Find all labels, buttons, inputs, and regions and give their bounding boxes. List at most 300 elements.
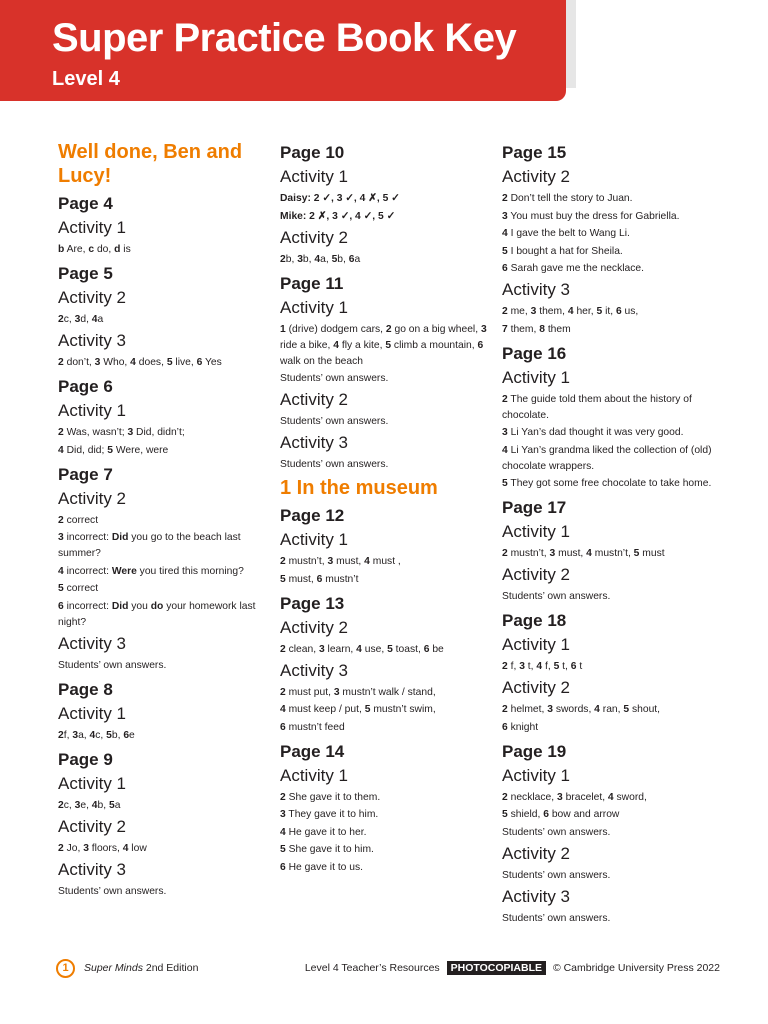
activity-heading: Activity 3 bbox=[58, 633, 127, 653]
answer-text: b, bbox=[302, 253, 315, 265]
answer-key-number: 5 bbox=[633, 548, 640, 559]
answer-key-number: 5 bbox=[502, 245, 508, 257]
answer-line bbox=[280, 642, 492, 658]
answer-key-number: 5 bbox=[280, 844, 286, 855]
answer-key-number: 2 bbox=[280, 791, 286, 803]
page-heading: Page 12 bbox=[280, 506, 345, 525]
answer-text: c, bbox=[95, 729, 107, 741]
answer-text: Sarah gave me the necklace. bbox=[507, 263, 644, 274]
answer-key-number: 3 bbox=[549, 548, 556, 559]
answer-key-number: 6 bbox=[477, 339, 484, 351]
answer-text: don’t, bbox=[63, 357, 95, 368]
answer-key-number: 3 bbox=[519, 661, 525, 672]
answer-key-number: 2 bbox=[58, 357, 64, 368]
answer-line bbox=[502, 911, 716, 927]
answer-line bbox=[58, 798, 274, 814]
activity-heading: Activity 1 bbox=[58, 773, 127, 793]
answer-key-number: 2 bbox=[280, 686, 286, 698]
answer-key-number: 3 bbox=[127, 427, 134, 438]
answer-line bbox=[502, 304, 716, 320]
answer-key-number: Did bbox=[111, 600, 129, 612]
page-heading: Page 4 bbox=[58, 194, 113, 213]
answer-key-number: 3 bbox=[83, 842, 89, 854]
answer-key-number: 4 bbox=[607, 791, 614, 803]
page-heading: Page 15 bbox=[502, 143, 567, 162]
answer-line bbox=[502, 443, 716, 475]
answer-line bbox=[502, 392, 716, 424]
answer-block bbox=[502, 702, 716, 736]
answer-text: Students’ own answers. bbox=[502, 912, 611, 924]
answer-line bbox=[502, 720, 716, 736]
activity-heading: Activity 1 bbox=[280, 167, 349, 186]
answer-text: b, bbox=[111, 729, 124, 741]
answer-line bbox=[280, 807, 492, 823]
answer-text: b, bbox=[337, 253, 349, 265]
answer-key-number: 5 bbox=[623, 704, 630, 715]
answer-block bbox=[280, 642, 492, 658]
copyright-text: © Cambridge University Press 2022 bbox=[552, 962, 720, 974]
answer-block bbox=[280, 554, 492, 588]
answer-key-number: 1 bbox=[280, 323, 286, 335]
answer-text: swords, bbox=[552, 704, 595, 715]
answer-text: Students’ own answers. bbox=[280, 459, 389, 470]
answer-line bbox=[502, 425, 716, 441]
answer-text: t, bbox=[524, 661, 537, 672]
page-heading: Page 7 bbox=[58, 464, 113, 484]
answer-block bbox=[280, 457, 492, 473]
answer-text: c, bbox=[63, 799, 75, 811]
answer-key-number: 4 bbox=[280, 704, 286, 715]
answer-key-number: 6 bbox=[316, 573, 323, 585]
activity-heading: Activity 1 bbox=[502, 765, 571, 785]
answer-text: necklace, bbox=[507, 791, 557, 803]
answer-text: f, bbox=[542, 661, 554, 672]
activity-heading: Activity 1 bbox=[58, 703, 127, 723]
answer-key-number: c bbox=[88, 244, 95, 255]
page-footer bbox=[56, 959, 720, 983]
answer-line bbox=[280, 322, 492, 370]
answer-text: it, bbox=[602, 306, 616, 317]
answer-text: climb a mountain, bbox=[391, 339, 478, 351]
answer-key-number: 2 bbox=[385, 323, 392, 335]
answer-text: d, bbox=[80, 314, 92, 325]
answer-line bbox=[280, 554, 492, 570]
answer-text: them, bbox=[507, 323, 540, 335]
answer-text: Jo, bbox=[63, 842, 84, 854]
answer-text: I gave the belt to Wang Li. bbox=[507, 228, 630, 239]
answer-line bbox=[58, 443, 274, 459]
answer-line bbox=[58, 841, 274, 857]
answer-key-number: 3 bbox=[297, 253, 303, 265]
activity-heading: Activity 2 bbox=[502, 678, 571, 697]
answer-text: her, bbox=[573, 306, 597, 317]
answer-text: incorrect: bbox=[63, 600, 112, 612]
answer-key-number: 2 bbox=[280, 643, 286, 655]
answer-block bbox=[58, 242, 274, 258]
answer-text: a, bbox=[78, 729, 90, 741]
answer-text: mustn’t, bbox=[507, 548, 550, 559]
answer-key-number: 6 bbox=[423, 643, 430, 655]
answer-text: t bbox=[576, 661, 583, 672]
answer-key-number: 3 bbox=[58, 532, 64, 543]
answer-line bbox=[502, 546, 716, 562]
answer-key-number: 4 bbox=[122, 842, 129, 854]
answer-line bbox=[58, 312, 274, 328]
answer-line bbox=[502, 825, 716, 841]
answer-block bbox=[58, 658, 274, 674]
answer-key-number: 3 bbox=[94, 357, 101, 368]
activity-heading: Activity 3 bbox=[58, 859, 127, 879]
answer-text: live, bbox=[172, 357, 197, 368]
answer-key-number: 4 bbox=[502, 228, 508, 239]
answer-key-number: 6 bbox=[280, 861, 286, 873]
answer-text: does, bbox=[135, 357, 167, 368]
answer-text: low bbox=[128, 842, 147, 854]
answer-block bbox=[280, 252, 492, 268]
answer-key-number: 2 bbox=[58, 427, 64, 438]
answer-key-number: 2 bbox=[502, 393, 508, 405]
answer-block bbox=[58, 355, 274, 371]
activity-heading: Activity 1 bbox=[502, 635, 571, 654]
activity-heading: Activity 3 bbox=[502, 886, 571, 906]
answer-line bbox=[502, 261, 716, 277]
answer-text: Students’ own answers. bbox=[280, 373, 389, 384]
answer-text: Students’ own answers. bbox=[58, 885, 167, 897]
answer-line bbox=[502, 702, 716, 718]
answer-block bbox=[58, 425, 274, 459]
photocopiable-badge: PHOTOCOPIABLE bbox=[447, 961, 546, 975]
answer-text: us, bbox=[621, 306, 639, 317]
answer-text: must put, bbox=[285, 686, 334, 698]
answer-line bbox=[502, 322, 716, 338]
answer-block bbox=[280, 790, 492, 876]
answer-text: ride a bike, bbox=[280, 339, 334, 351]
answer-text: b, bbox=[97, 799, 109, 811]
answer-text: mustn’t, bbox=[285, 556, 328, 567]
answer-key-number: 3 bbox=[72, 729, 79, 741]
answer-block bbox=[502, 659, 716, 675]
answer-text: You must buy the dress for Gabriella. bbox=[507, 210, 680, 222]
answer-key-number: 2 bbox=[502, 791, 508, 803]
answer-text: a bbox=[354, 253, 361, 265]
answer-key-number: Daisy: 2 ✓, 3 ✓, 4 ✗, 5 ✓ bbox=[280, 193, 400, 204]
answer-key-number: 2 bbox=[502, 661, 508, 672]
answer-line bbox=[502, 209, 716, 225]
activity-heading: Activity 3 bbox=[58, 331, 127, 350]
answer-text: t, bbox=[559, 661, 571, 672]
answer-key-number: 5 bbox=[166, 357, 173, 368]
answer-text: toast, bbox=[392, 643, 424, 655]
activity-heading: Activity 3 bbox=[502, 280, 571, 299]
page-heading: Page 19 bbox=[502, 741, 567, 761]
answer-text: helmet, bbox=[507, 704, 548, 715]
answer-line bbox=[58, 425, 274, 441]
answer-line bbox=[280, 685, 492, 701]
activity-heading: Activity 1 bbox=[502, 367, 571, 387]
answer-text: must, bbox=[555, 548, 587, 559]
answer-text: mustn’t bbox=[322, 573, 359, 585]
answer-text: go on a big wheel, bbox=[391, 323, 481, 335]
unit-heading: Well done, Ben and Lucy! bbox=[58, 141, 243, 187]
answer-line bbox=[58, 884, 274, 900]
activity-heading: Activity 2 bbox=[58, 816, 127, 836]
answer-text: Are, bbox=[64, 244, 89, 255]
answer-line bbox=[502, 476, 716, 492]
page-heading: Page 17 bbox=[502, 498, 567, 517]
answer-line bbox=[280, 414, 492, 430]
answer-line bbox=[58, 355, 274, 371]
answer-key-number: 3 bbox=[333, 686, 340, 698]
answer-key-number: 2 bbox=[58, 314, 64, 325]
answer-key-number: 6 bbox=[502, 263, 508, 274]
answer-line bbox=[280, 825, 492, 841]
answer-key-number: 5 bbox=[107, 444, 113, 456]
banner-edge bbox=[566, 0, 576, 88]
answer-column-3 bbox=[502, 137, 716, 928]
answer-text: He gave it to us. bbox=[285, 861, 364, 873]
answer-text: mustn’t, bbox=[591, 548, 634, 559]
answer-block bbox=[58, 884, 274, 900]
answer-key-number: 4 bbox=[91, 314, 98, 325]
answer-key-number: 8 bbox=[539, 323, 545, 335]
answer-text: mustn’t feed bbox=[285, 721, 345, 733]
answer-block bbox=[502, 191, 716, 277]
answer-block bbox=[58, 728, 274, 744]
header-banner bbox=[0, 0, 566, 101]
answer-key-number: 4 bbox=[58, 565, 64, 577]
page-subtitle: Level 4 bbox=[52, 68, 120, 90]
activity-heading: Activity 1 bbox=[58, 218, 127, 237]
answer-key-number: 4 bbox=[536, 661, 543, 672]
answer-text: floors, bbox=[88, 842, 123, 854]
answer-line bbox=[280, 790, 492, 806]
answer-key-number: 5 bbox=[387, 643, 393, 655]
answer-text: knight bbox=[507, 721, 539, 733]
answer-key-number: d bbox=[114, 244, 121, 255]
answer-line bbox=[58, 530, 274, 562]
answer-block bbox=[502, 911, 716, 927]
answer-text: mustn’t walk / stand, bbox=[339, 686, 436, 698]
resource-label: Level 4 Teacher’s Resources bbox=[304, 962, 440, 974]
answer-line bbox=[502, 589, 716, 605]
answer-key-number: 6 bbox=[502, 721, 508, 733]
answer-block bbox=[280, 685, 492, 736]
answer-line bbox=[502, 191, 716, 207]
activity-heading: Activity 3 bbox=[280, 433, 349, 452]
answer-line bbox=[280, 371, 492, 387]
answer-line bbox=[280, 572, 492, 588]
page-heading: Page 9 bbox=[58, 749, 113, 769]
answer-text: e bbox=[129, 729, 135, 741]
answer-key-number: 2 bbox=[58, 799, 64, 811]
answer-text: a bbox=[97, 314, 104, 325]
page-heading: Page 5 bbox=[58, 264, 113, 283]
answer-key-number: 3 bbox=[547, 704, 553, 715]
answer-text: b, bbox=[285, 253, 298, 265]
answer-line bbox=[502, 226, 716, 242]
answer-text: them, bbox=[536, 306, 568, 317]
answer-line bbox=[502, 790, 716, 806]
answer-key-number: 3 bbox=[480, 323, 487, 335]
footer-credits bbox=[305, 962, 720, 974]
activity-heading: Activity 1 bbox=[280, 765, 349, 785]
answer-text: bracelet, bbox=[562, 791, 608, 803]
answer-key-number: 6 bbox=[58, 600, 64, 612]
answer-key-number: 4 bbox=[333, 339, 339, 351]
answer-text: them bbox=[544, 323, 571, 335]
answer-key-number: 2 bbox=[58, 729, 64, 741]
book-title bbox=[84, 962, 198, 974]
answer-key-number: 2 bbox=[502, 193, 508, 204]
answer-text: Did, didn’t; bbox=[133, 427, 185, 438]
answer-text: learn, bbox=[324, 643, 357, 655]
answer-text: Don’t tell the story to Juan. bbox=[507, 193, 633, 204]
activity-heading: Activity 2 bbox=[502, 843, 571, 863]
answer-key-number: 3 bbox=[556, 791, 563, 803]
answer-text: (drive) dodgem cars, bbox=[285, 323, 386, 335]
answer-block bbox=[502, 790, 716, 841]
activity-heading: Activity 2 bbox=[280, 227, 349, 247]
answer-text: must , bbox=[369, 556, 401, 567]
answer-line bbox=[58, 728, 274, 744]
answer-text: be bbox=[429, 643, 444, 655]
answer-text: The guide told them about the history of chocolate. bbox=[502, 393, 692, 421]
activity-heading: Activity 2 bbox=[58, 488, 127, 508]
answer-text: e, bbox=[80, 799, 92, 811]
answer-text: Li Yan’s grandma liked the collection of (old) chocolate wrappers. bbox=[502, 444, 712, 472]
activity-heading: Activity 2 bbox=[280, 617, 349, 637]
answer-key-number: 5 bbox=[385, 339, 392, 351]
answer-text: I bought a hat for Sheila. bbox=[507, 245, 623, 257]
activity-heading: Activity 1 bbox=[58, 401, 127, 420]
answer-key-number: 6 bbox=[348, 253, 355, 265]
answer-key-number: 7 bbox=[502, 323, 508, 335]
answer-key-number: 3 bbox=[502, 427, 508, 438]
answer-text: c, bbox=[63, 314, 75, 325]
answer-key-number: 5 bbox=[364, 704, 371, 715]
answer-key-number: b bbox=[58, 244, 65, 255]
book-name: Super Minds bbox=[84, 962, 143, 974]
answer-key-number: 5 bbox=[280, 573, 286, 585]
answer-key-number: 5 bbox=[331, 253, 338, 265]
activity-heading: Activity 1 bbox=[280, 297, 349, 317]
answer-block bbox=[58, 798, 274, 814]
answer-text: shield, bbox=[507, 809, 544, 820]
answer-text: Who, bbox=[100, 357, 131, 368]
answer-key-number: 5 bbox=[58, 583, 64, 594]
answer-text: Were, were bbox=[112, 444, 169, 456]
answer-key-number: 5 bbox=[553, 661, 560, 672]
answer-text: mustn’t swim, bbox=[370, 704, 436, 715]
answer-line bbox=[58, 513, 274, 529]
answer-text: Did, did; bbox=[63, 444, 108, 456]
unit-heading: 1 In the museum bbox=[280, 477, 438, 499]
answer-text: f, bbox=[507, 661, 520, 672]
answer-key-number: 2 bbox=[502, 704, 508, 715]
answer-block bbox=[58, 841, 274, 857]
answer-text: must bbox=[639, 548, 665, 559]
answer-key-number: 2 bbox=[502, 306, 508, 317]
answer-text: They got some free chocolate to take home. bbox=[507, 478, 712, 489]
answer-key-number: 4 bbox=[364, 556, 370, 567]
answer-block bbox=[280, 191, 492, 225]
answer-key-number: 5 bbox=[106, 729, 112, 741]
answer-key-number: Mike: 2 ✗, 3 ✓, 4 ✓, 5 ✓ bbox=[280, 210, 396, 222]
answer-key-number: 4 bbox=[586, 548, 592, 559]
answer-text: use, bbox=[361, 643, 388, 655]
answer-text: ran, bbox=[599, 704, 624, 715]
answer-text: She gave it to him. bbox=[285, 844, 374, 855]
answer-key-number: 6 bbox=[615, 306, 622, 317]
answer-key-number: 2 bbox=[280, 556, 286, 567]
answer-line bbox=[502, 868, 716, 884]
answer-line bbox=[502, 659, 716, 675]
answer-line bbox=[280, 702, 492, 718]
answer-text: bow and arrow bbox=[548, 809, 620, 820]
answer-key-number: 2 bbox=[58, 514, 64, 526]
answer-text: a bbox=[114, 799, 121, 811]
answer-line bbox=[280, 842, 492, 858]
answer-key-number: 6 bbox=[280, 721, 286, 733]
answer-text: must keep / put, bbox=[285, 704, 365, 715]
answer-text: a, bbox=[320, 253, 332, 265]
answer-key-number: 2 bbox=[280, 253, 286, 265]
page-heading: Page 6 bbox=[58, 377, 113, 396]
answer-block bbox=[502, 304, 716, 338]
answer-column-2 bbox=[280, 137, 492, 877]
answer-text: incorrect: bbox=[63, 565, 112, 577]
activity-heading: Activity 1 bbox=[280, 530, 349, 549]
answer-text: your homework last night? bbox=[58, 600, 256, 628]
answer-key-number: 2 bbox=[58, 842, 64, 854]
answer-text: Yes bbox=[202, 357, 222, 368]
answer-block bbox=[502, 392, 716, 493]
answer-text: me, bbox=[507, 306, 531, 317]
answer-text: do, bbox=[94, 244, 115, 255]
answer-key-number: 3 bbox=[502, 210, 508, 222]
answer-key-number: 4 bbox=[567, 306, 574, 317]
activity-heading: Activity 2 bbox=[502, 167, 571, 186]
answer-column-1 bbox=[58, 137, 274, 901]
answer-text: you go to the beach last summer? bbox=[58, 532, 241, 559]
answer-line bbox=[58, 564, 274, 580]
activity-heading: Activity 2 bbox=[58, 288, 127, 307]
answer-key-number: 4 bbox=[91, 799, 98, 811]
answer-text: They gave it to him. bbox=[285, 809, 379, 820]
page-heading: Page 11 bbox=[280, 273, 344, 293]
answer-key-number: 4 bbox=[280, 826, 286, 838]
answer-line bbox=[58, 658, 274, 674]
answer-line bbox=[280, 860, 492, 876]
answer-key-number: 4 bbox=[130, 357, 136, 368]
answer-text: you bbox=[128, 600, 151, 612]
answer-key-number: 3 bbox=[318, 643, 325, 655]
answer-key-number: 3 bbox=[530, 306, 537, 317]
answer-key-number: 6 bbox=[543, 809, 549, 820]
page-heading: Page 14 bbox=[280, 741, 345, 761]
answer-line bbox=[280, 209, 492, 225]
answer-text: you tired this morning? bbox=[136, 565, 244, 577]
answer-block bbox=[280, 322, 492, 388]
answer-text: must, bbox=[333, 556, 365, 567]
page-number-badge: 1 bbox=[56, 959, 75, 978]
answer-key-number: do bbox=[150, 600, 164, 612]
answer-text: She gave it to them. bbox=[285, 791, 381, 803]
answer-key-number: 4 bbox=[58, 444, 64, 456]
answer-key-number: 3 bbox=[280, 809, 286, 820]
answer-text: clean, bbox=[285, 643, 319, 655]
page-title: Super Practice Book Key bbox=[52, 16, 517, 60]
